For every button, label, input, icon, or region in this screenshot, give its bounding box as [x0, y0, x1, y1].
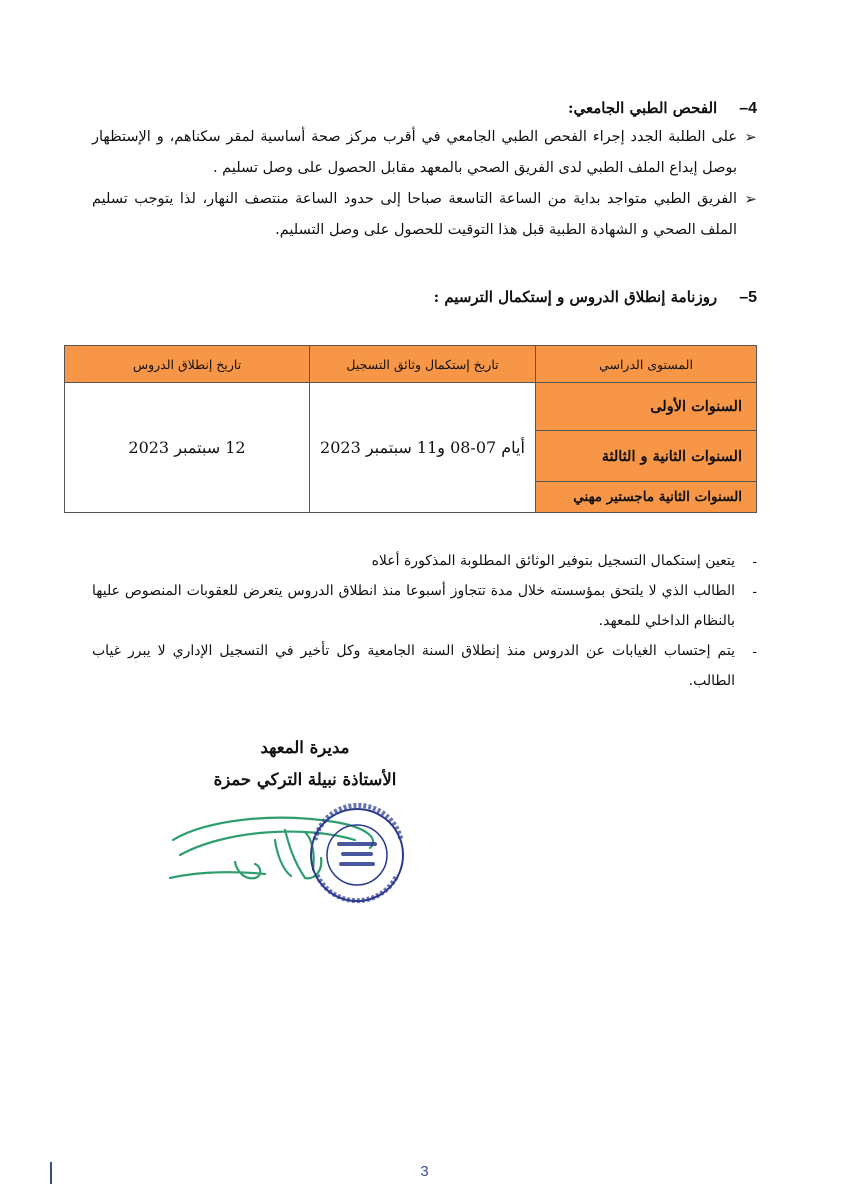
schedule-table	[64, 345, 757, 513]
level-cell: السنوات الثانية و الثالثة	[536, 431, 757, 482]
bullet-text: الفريق الطبي متواجد بداية من الساعة التاسعة صباحا إلى حدود الساعة منتصف النهار، لذا يتوجب تسليم الملف الصحي و الشهادة الطبية قبل هذا التوقيت للحصول على وصل التسليم.	[92, 191, 738, 238]
section-4-title: الفحص الطبي الجامعي:	[567, 99, 718, 117]
stamp-and-signature	[165, 800, 410, 910]
dash-icon: -	[752, 583, 757, 599]
registration-dates-cell: أيام 07-08 و11 سبتمبر 2023	[310, 383, 536, 513]
table-row	[65, 383, 757, 431]
section-5-title: روزنامة إنطلاق الدروس و إستكمال الترسيم :	[433, 288, 718, 306]
bullet-text: على الطلبة الجدد إجراء الفحص الطبي الجامعي في أقرب مركز صحة أساسية لمقر سكناهم، و الإستظهار بوصل إيداع الملف الطبي لدى الفريق الصحي بالمعهد مقابل الحصول على وصل تسليم .	[92, 129, 737, 176]
checkmark-arrow-icon: ➢	[744, 128, 757, 146]
list-item	[92, 636, 757, 696]
dash-icon: -	[752, 643, 757, 659]
handwritten-signature	[170, 818, 373, 879]
level-cell: السنوات الأولى	[536, 383, 757, 431]
section-4-heading	[568, 97, 757, 120]
note-text: يتم إحتساب الغيابات عن الدروس منذ إنطلاق السنة الجامعية وكل تأخير في التسجيل الإداري لا يبرر غياب الطالب.	[92, 643, 735, 689]
section-5-number: 5–	[739, 289, 757, 306]
signature-name: الأستاذة نبيلة التركي حمزة	[213, 770, 397, 789]
section-4-bullets	[92, 122, 757, 246]
signature-svg	[165, 800, 410, 910]
note-text: الطالب الذي لا يلتحق بمؤسسته خلال مدة تتجاوز أسبوعا منذ انطلاق الدروس يتعرض للعقوبات المنصوص عليها بالنظام الداخلي للمعهد.	[92, 583, 735, 629]
level-cell: السنوات الثانية ماجستير مهني	[536, 482, 757, 513]
section-5-heading	[434, 286, 757, 309]
list-item	[92, 184, 757, 246]
dash-icon: -	[752, 553, 757, 569]
notes-list	[92, 546, 757, 696]
section-4-number: 4–	[739, 100, 757, 117]
page-number: 3	[420, 1163, 429, 1180]
header-level: المستوى الدراسي	[536, 346, 757, 383]
list-item	[92, 122, 757, 184]
header-registration: تاريخ إستكمال وثائق التسجيل	[310, 346, 536, 383]
checkmark-arrow-icon: ➢	[744, 190, 757, 208]
note-text: يتعين إستكمال التسجيل بتوفير الوثائق المطلوبة المذكورة أعلاه	[371, 553, 735, 569]
list-item	[92, 546, 757, 576]
list-item	[92, 576, 757, 636]
signature-role: مديرة المعهد	[260, 738, 350, 757]
start-date-cell: 12 سبتمبر 2023	[65, 383, 310, 513]
header-start: تاريخ إنطلاق الدروس	[65, 346, 310, 383]
table-header-row	[65, 346, 757, 383]
official-stamp	[311, 805, 403, 901]
